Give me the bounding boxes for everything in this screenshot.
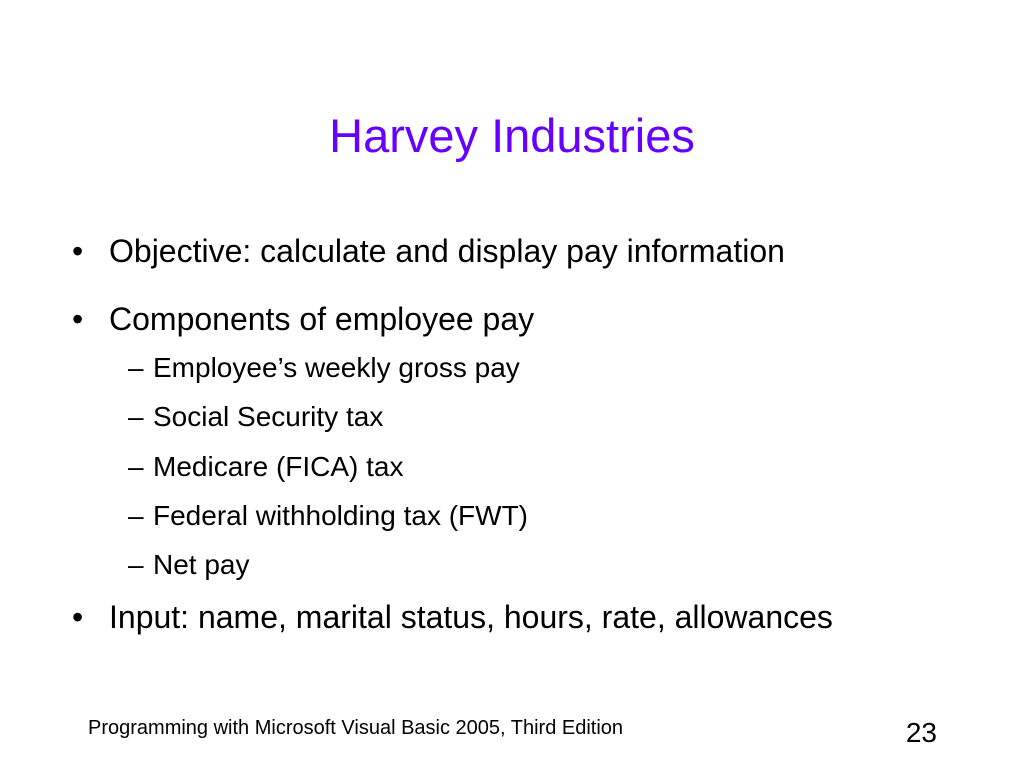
sub-bullet-text: Medicare (FICA) tax: [153, 451, 404, 482]
bullet-marker: •: [72, 599, 84, 635]
sub-bullet-marker: –: [128, 401, 144, 432]
sub-bullet-marker: –: [128, 352, 144, 383]
sub-bullet-text: Federal withholding tax (FWT): [153, 500, 529, 531]
sub-bullet-marker: –: [128, 500, 144, 531]
bullet-marker: •: [72, 301, 84, 337]
slide-footer: Programming with Microsoft Visual Basic 2005, Third Edition: [88, 717, 624, 739]
sub-bullet-text: Employee’s weekly gross pay: [153, 352, 520, 383]
bullet-text: Objective: calculate and display pay information: [109, 233, 785, 269]
bullet-text: Components of employee pay: [109, 301, 535, 337]
sub-bullet-marker: –: [128, 451, 144, 482]
bullet-text: Input: name, marital status, hours, rate, allowances: [109, 599, 833, 635]
bullet-marker: •: [72, 233, 84, 269]
page-number: 23: [905, 717, 937, 748]
slide-title: Harvey Industries: [329, 109, 695, 162]
sub-bullet-marker: –: [128, 549, 144, 580]
sub-bullet-text: Net pay: [153, 549, 250, 580]
sub-bullet-text: Social Security tax: [153, 401, 384, 432]
